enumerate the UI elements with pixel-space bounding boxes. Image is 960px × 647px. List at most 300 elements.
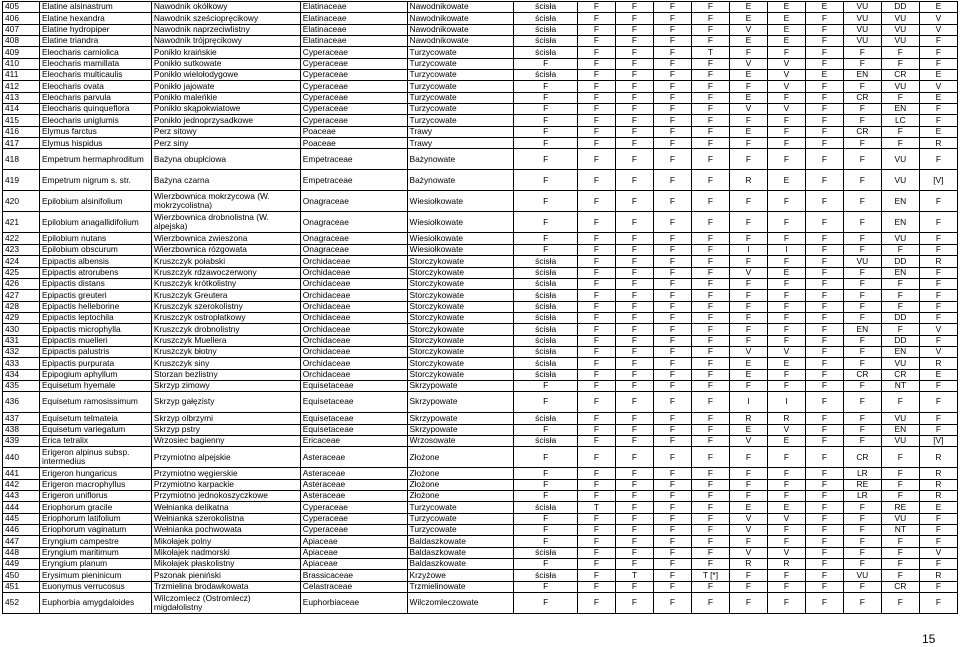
status-cell: F bbox=[805, 380, 843, 391]
row-number-cell: 427 bbox=[3, 290, 40, 301]
status-cell: F bbox=[729, 447, 767, 468]
status-cell: F bbox=[615, 212, 653, 233]
status-cell: F bbox=[615, 324, 653, 335]
table-row bbox=[3, 58, 958, 69]
table-row bbox=[3, 256, 958, 267]
status-cell: F bbox=[843, 358, 881, 369]
family-name-cell: Asteraceae bbox=[300, 479, 407, 490]
status-cell: F bbox=[615, 369, 653, 380]
status-cell: F bbox=[767, 47, 805, 58]
protection-status-cell: F bbox=[514, 536, 578, 547]
status-cell: F bbox=[653, 593, 691, 614]
protection-status-cell: F bbox=[514, 170, 578, 191]
status-cell: F bbox=[767, 233, 805, 244]
status-cell: F bbox=[577, 126, 615, 137]
latin-name-cell: Euonymus verrucosus bbox=[39, 581, 151, 592]
status-cell: F bbox=[919, 335, 957, 346]
family-name-cell: Poaceae bbox=[300, 126, 407, 137]
status-cell: V bbox=[919, 346, 957, 357]
status-cell: F bbox=[805, 479, 843, 490]
polish-name-cell: Kruszczyk ostropłatkowy bbox=[151, 312, 300, 323]
status-cell: F bbox=[577, 335, 615, 346]
status-cell: F bbox=[805, 392, 843, 413]
protection-status-cell: F bbox=[514, 233, 578, 244]
status-cell: F bbox=[691, 191, 729, 212]
status-cell: F bbox=[729, 47, 767, 58]
protection-status-cell: F bbox=[514, 191, 578, 212]
status-cell: F bbox=[843, 104, 881, 115]
status-cell: F bbox=[805, 13, 843, 24]
latin-name-cell: Epipactis microphylla bbox=[39, 324, 151, 335]
status-cell: T bbox=[691, 47, 729, 58]
polish-name-cell: Wełnianka szerokolistna bbox=[151, 513, 300, 524]
status-cell: F bbox=[843, 244, 881, 255]
polish-name-cell: Przymiotno karpackie bbox=[151, 479, 300, 490]
status-cell: F bbox=[577, 70, 615, 81]
polish-name-cell: Perz sitowy bbox=[151, 126, 300, 137]
row-number-cell: 436 bbox=[3, 392, 40, 413]
status-cell: F bbox=[615, 2, 653, 13]
status-cell: F bbox=[881, 593, 919, 614]
protection-status-cell: F bbox=[514, 581, 578, 592]
row-number-cell: 450 bbox=[3, 570, 40, 581]
status-cell: VU bbox=[881, 233, 919, 244]
status-cell: F bbox=[691, 502, 729, 513]
status-cell: F bbox=[881, 47, 919, 58]
status-cell: F bbox=[843, 191, 881, 212]
protection-status-cell: F bbox=[514, 81, 578, 92]
status-cell: F bbox=[653, 36, 691, 47]
status-cell: F bbox=[919, 36, 957, 47]
family-name-cell: Orchidaceae bbox=[300, 324, 407, 335]
status-cell: F bbox=[577, 491, 615, 502]
latin-name-cell: Erigeron uniflorus bbox=[39, 491, 151, 502]
protection-status-cell: ścisła bbox=[514, 369, 578, 380]
status-cell: E bbox=[767, 13, 805, 24]
status-cell: R bbox=[919, 358, 957, 369]
status-cell: F bbox=[615, 170, 653, 191]
status-cell: V bbox=[919, 324, 957, 335]
status-cell: F bbox=[653, 301, 691, 312]
status-cell: F bbox=[653, 513, 691, 524]
status-cell: E bbox=[805, 70, 843, 81]
protection-status-cell: F bbox=[514, 468, 578, 479]
latin-name-cell: Eryngium campestre bbox=[39, 536, 151, 547]
status-cell: F bbox=[805, 278, 843, 289]
row-number-cell: 447 bbox=[3, 536, 40, 547]
status-cell: F bbox=[729, 479, 767, 490]
status-cell: F bbox=[729, 570, 767, 581]
status-cell: F bbox=[691, 301, 729, 312]
status-cell: F bbox=[919, 149, 957, 170]
latin-name-cell: Equisetum ramosissimum bbox=[39, 392, 151, 413]
family-polish-name-cell: Skrzypowate bbox=[407, 392, 514, 413]
row-number-cell: 444 bbox=[3, 502, 40, 513]
status-cell: F bbox=[919, 233, 957, 244]
family-name-cell: Orchidaceae bbox=[300, 335, 407, 346]
table-row bbox=[3, 324, 958, 335]
table-row bbox=[3, 392, 958, 413]
status-cell: F bbox=[691, 256, 729, 267]
status-cell: VU bbox=[881, 170, 919, 191]
protection-status-cell: ścisła bbox=[514, 13, 578, 24]
family-name-cell: Asteraceae bbox=[300, 447, 407, 468]
table-row bbox=[3, 369, 958, 380]
status-cell: F bbox=[843, 380, 881, 391]
status-cell: F bbox=[919, 301, 957, 312]
family-name-cell: Apiaceae bbox=[300, 547, 407, 558]
status-cell: F bbox=[881, 92, 919, 103]
status-cell: F bbox=[577, 536, 615, 547]
family-name-cell: Orchidaceae bbox=[300, 369, 407, 380]
protection-status-cell: ścisła bbox=[514, 278, 578, 289]
polish-name-cell: Nawodnik sześciopręcikowy bbox=[151, 13, 300, 24]
status-cell: F bbox=[653, 358, 691, 369]
status-cell: F bbox=[691, 24, 729, 35]
table-row bbox=[3, 81, 958, 92]
family-polish-name-cell: Trzmielinowate bbox=[407, 581, 514, 592]
status-cell: EN bbox=[881, 424, 919, 435]
status-cell: CR bbox=[881, 369, 919, 380]
table-row bbox=[3, 424, 958, 435]
status-cell: F bbox=[577, 380, 615, 391]
family-name-cell: Empetraceae bbox=[300, 170, 407, 191]
status-cell: CR bbox=[843, 126, 881, 137]
family-name-cell: Celastraceae bbox=[300, 581, 407, 592]
status-cell: F bbox=[653, 70, 691, 81]
status-cell: F bbox=[653, 447, 691, 468]
polish-name-cell: Przymiotno jednokoszyczkowe bbox=[151, 491, 300, 502]
latin-name-cell: Equisetum telmateia bbox=[39, 413, 151, 424]
latin-name-cell: Eleocharis ovata bbox=[39, 81, 151, 92]
status-cell: V bbox=[729, 547, 767, 558]
polish-name-cell: Bażyna czarna bbox=[151, 170, 300, 191]
status-cell: F bbox=[843, 312, 881, 323]
status-cell: R bbox=[919, 479, 957, 490]
status-cell: F bbox=[805, 312, 843, 323]
table-row bbox=[3, 581, 958, 592]
status-cell: F bbox=[805, 191, 843, 212]
family-name-cell: Elatinaceae bbox=[300, 36, 407, 47]
status-cell: V bbox=[729, 104, 767, 115]
latin-name-cell: Erigeron macrophyllus bbox=[39, 479, 151, 490]
row-number-cell: 410 bbox=[3, 58, 40, 69]
status-cell: F bbox=[577, 301, 615, 312]
status-cell: F bbox=[615, 278, 653, 289]
status-cell: F bbox=[767, 593, 805, 614]
status-cell: F bbox=[843, 513, 881, 524]
status-cell: T bbox=[577, 502, 615, 513]
status-cell: F bbox=[919, 104, 957, 115]
status-cell: R bbox=[919, 256, 957, 267]
status-cell: F bbox=[919, 212, 957, 233]
latin-name-cell: Epipactis albensis bbox=[39, 256, 151, 267]
family-name-cell: Elatinaceae bbox=[300, 24, 407, 35]
status-cell: F bbox=[615, 424, 653, 435]
status-cell: F bbox=[691, 525, 729, 536]
protection-status-cell: ścisła bbox=[514, 256, 578, 267]
family-polish-name-cell: Nawodnikowate bbox=[407, 36, 514, 47]
family-polish-name-cell: Turzycowate bbox=[407, 81, 514, 92]
status-cell: F bbox=[805, 513, 843, 524]
status-cell: F bbox=[843, 581, 881, 592]
status-cell: F bbox=[653, 149, 691, 170]
table-row bbox=[3, 413, 958, 424]
family-name-cell: Cyperaceae bbox=[300, 104, 407, 115]
family-name-cell: Cyperaceae bbox=[300, 58, 407, 69]
polish-name-cell: Skrzyp gałęzisty bbox=[151, 392, 300, 413]
status-cell: F bbox=[843, 525, 881, 536]
family-name-cell: Cyperaceae bbox=[300, 70, 407, 81]
status-cell: F bbox=[691, 479, 729, 490]
table-row bbox=[3, 358, 958, 369]
protection-status-cell: F bbox=[514, 559, 578, 570]
status-cell: E bbox=[805, 2, 843, 13]
status-cell: F bbox=[615, 547, 653, 558]
latin-name-cell: Elymus hispidus bbox=[39, 138, 151, 149]
polish-name-cell: Kruszczyk rdzawoczerwony bbox=[151, 267, 300, 278]
status-cell: F bbox=[577, 138, 615, 149]
status-cell: E bbox=[919, 502, 957, 513]
status-cell: F bbox=[615, 92, 653, 103]
family-polish-name-cell: Wilczomleczowate bbox=[407, 593, 514, 614]
status-cell: F bbox=[805, 36, 843, 47]
status-cell: F bbox=[805, 369, 843, 380]
status-cell: F bbox=[653, 424, 691, 435]
status-cell: F bbox=[919, 424, 957, 435]
family-polish-name-cell: Storczykowate bbox=[407, 335, 514, 346]
latin-name-cell: Elatine hexandra bbox=[39, 13, 151, 24]
status-cell: R bbox=[729, 413, 767, 424]
status-cell: V bbox=[767, 513, 805, 524]
row-number-cell: 449 bbox=[3, 559, 40, 570]
family-polish-name-cell: Trawy bbox=[407, 138, 514, 149]
polish-name-cell: Ponikło skąpokwiatowe bbox=[151, 104, 300, 115]
status-cell: F bbox=[919, 278, 957, 289]
status-cell: F bbox=[691, 346, 729, 357]
status-cell: EN bbox=[881, 212, 919, 233]
status-cell: F bbox=[843, 267, 881, 278]
status-cell: F bbox=[729, 81, 767, 92]
latin-name-cell: Epipactis greuteri bbox=[39, 290, 151, 301]
protection-status-cell: ścisła bbox=[514, 312, 578, 323]
status-cell: [V] bbox=[919, 170, 957, 191]
status-cell: V bbox=[919, 24, 957, 35]
latin-name-cell: Epilobium anagallidifolium bbox=[39, 212, 151, 233]
status-cell: F bbox=[881, 570, 919, 581]
family-polish-name-cell: Wiesiołkowate bbox=[407, 212, 514, 233]
status-cell: F bbox=[653, 233, 691, 244]
status-cell: V bbox=[919, 81, 957, 92]
family-name-cell: Cyperaceae bbox=[300, 92, 407, 103]
table-row bbox=[3, 346, 958, 357]
family-polish-name-cell: Storczykowate bbox=[407, 301, 514, 312]
status-cell: F bbox=[767, 115, 805, 126]
species-table bbox=[2, 1, 958, 614]
row-number-cell: 405 bbox=[3, 2, 40, 13]
status-cell: E bbox=[919, 126, 957, 137]
status-cell: EN bbox=[881, 346, 919, 357]
row-number-cell: 419 bbox=[3, 170, 40, 191]
status-cell: F bbox=[729, 312, 767, 323]
family-name-cell: Cyperaceae bbox=[300, 81, 407, 92]
status-cell: F bbox=[577, 358, 615, 369]
polish-name-cell: Wierzbownica mokrzycowa (W. mokrzycolistna) bbox=[151, 191, 300, 212]
status-cell: F bbox=[577, 267, 615, 278]
status-cell: F bbox=[615, 267, 653, 278]
status-cell: V bbox=[767, 58, 805, 69]
latin-name-cell: Erigeron alpinus subsp. intermedius bbox=[39, 447, 151, 468]
status-cell: F bbox=[843, 290, 881, 301]
family-polish-name-cell: Storczykowate bbox=[407, 267, 514, 278]
status-cell: LR bbox=[843, 491, 881, 502]
latin-name-cell: Eriophorum gracile bbox=[39, 502, 151, 513]
status-cell: F bbox=[691, 138, 729, 149]
status-cell: F bbox=[615, 513, 653, 524]
status-cell: T [*] bbox=[691, 570, 729, 581]
status-cell: F bbox=[577, 435, 615, 446]
family-name-cell: Elatinaceae bbox=[300, 2, 407, 13]
status-cell: F bbox=[653, 335, 691, 346]
status-cell: RE bbox=[843, 479, 881, 490]
status-cell: VU bbox=[843, 256, 881, 267]
polish-name-cell: Ponikło maleńkie bbox=[151, 92, 300, 103]
status-cell: F bbox=[767, 278, 805, 289]
latin-name-cell: Epipactis atrorubens bbox=[39, 267, 151, 278]
status-cell: F bbox=[881, 244, 919, 255]
status-cell: F bbox=[615, 191, 653, 212]
status-cell: E bbox=[729, 358, 767, 369]
status-cell: LC bbox=[881, 115, 919, 126]
status-cell: F bbox=[653, 13, 691, 24]
status-cell: F bbox=[805, 468, 843, 479]
status-cell: F bbox=[653, 104, 691, 115]
status-cell: EN bbox=[881, 267, 919, 278]
status-cell: F bbox=[729, 380, 767, 391]
status-cell: F bbox=[729, 324, 767, 335]
status-cell: E bbox=[919, 369, 957, 380]
polish-name-cell: Kruszczyk siny bbox=[151, 358, 300, 369]
family-polish-name-cell: Storczykowate bbox=[407, 312, 514, 323]
family-polish-name-cell: Złożone bbox=[407, 491, 514, 502]
status-cell: F bbox=[577, 479, 615, 490]
family-polish-name-cell: Bażynowate bbox=[407, 149, 514, 170]
latin-name-cell: Eriophorum latifolium bbox=[39, 513, 151, 524]
status-cell: F bbox=[881, 324, 919, 335]
status-cell: F bbox=[577, 47, 615, 58]
latin-name-cell: Eleocharis multicaulis bbox=[39, 70, 151, 81]
status-cell: F bbox=[577, 115, 615, 126]
family-polish-name-cell: Nawodnikowate bbox=[407, 2, 514, 13]
status-cell: F bbox=[577, 581, 615, 592]
row-number-cell: 439 bbox=[3, 435, 40, 446]
polish-name-cell: Skrzyp pstry bbox=[151, 424, 300, 435]
family-polish-name-cell: Trawy bbox=[407, 126, 514, 137]
table-row bbox=[3, 290, 958, 301]
status-cell: F bbox=[577, 212, 615, 233]
status-cell: CR bbox=[881, 70, 919, 81]
status-cell: F bbox=[919, 47, 957, 58]
latin-name-cell: Epilobium alsinifolium bbox=[39, 191, 151, 212]
status-cell: F bbox=[729, 290, 767, 301]
status-cell: R bbox=[767, 559, 805, 570]
status-cell: F bbox=[843, 335, 881, 346]
status-cell: F bbox=[767, 191, 805, 212]
status-cell: F bbox=[805, 138, 843, 149]
status-cell: F bbox=[843, 559, 881, 570]
status-cell: F bbox=[691, 290, 729, 301]
status-cell: F bbox=[805, 212, 843, 233]
latin-name-cell: Erigeron hungaricus bbox=[39, 468, 151, 479]
status-cell: F bbox=[767, 536, 805, 547]
status-cell: F bbox=[653, 581, 691, 592]
row-number-cell: 420 bbox=[3, 191, 40, 212]
status-cell: CR bbox=[881, 581, 919, 592]
status-cell: F bbox=[919, 290, 957, 301]
status-cell: F bbox=[919, 413, 957, 424]
status-cell: F bbox=[805, 149, 843, 170]
status-cell: R bbox=[919, 468, 957, 479]
protection-status-cell: ścisła bbox=[514, 47, 578, 58]
status-cell: F bbox=[919, 244, 957, 255]
status-cell: F bbox=[919, 525, 957, 536]
status-cell: F bbox=[881, 479, 919, 490]
status-cell: F bbox=[615, 335, 653, 346]
status-cell: F bbox=[843, 170, 881, 191]
status-cell: VU bbox=[881, 36, 919, 47]
status-cell: E bbox=[767, 502, 805, 513]
status-cell: F bbox=[653, 547, 691, 558]
status-cell: F bbox=[577, 36, 615, 47]
polish-name-cell: Bażyna obupłciowa bbox=[151, 149, 300, 170]
status-cell: R bbox=[919, 491, 957, 502]
status-cell: F bbox=[691, 115, 729, 126]
status-cell: V bbox=[767, 547, 805, 558]
row-number-cell: 448 bbox=[3, 547, 40, 558]
polish-name-cell: Ponikło wielołodygowe bbox=[151, 70, 300, 81]
latin-name-cell: Eleocharis uniglumis bbox=[39, 115, 151, 126]
family-name-cell: Cyperaceae bbox=[300, 115, 407, 126]
row-number-cell: 440 bbox=[3, 447, 40, 468]
status-cell: F bbox=[805, 547, 843, 558]
protection-status-cell: ścisła bbox=[514, 358, 578, 369]
status-cell: F bbox=[729, 256, 767, 267]
status-cell: F bbox=[919, 58, 957, 69]
family-name-cell: Apiaceae bbox=[300, 536, 407, 547]
status-cell: I bbox=[729, 392, 767, 413]
family-polish-name-cell: Turzycowate bbox=[407, 70, 514, 81]
polish-name-cell: Nawodnik okółkowy bbox=[151, 2, 300, 13]
status-cell: E bbox=[729, 502, 767, 513]
status-cell: F bbox=[653, 502, 691, 513]
status-cell: F bbox=[577, 392, 615, 413]
latin-name-cell: Eleocharis mamillata bbox=[39, 58, 151, 69]
latin-name-cell: Eleocharis parvula bbox=[39, 92, 151, 103]
table-row bbox=[3, 502, 958, 513]
status-cell: R bbox=[729, 170, 767, 191]
protection-status-cell: ścisła bbox=[514, 24, 578, 35]
table-row bbox=[3, 479, 958, 490]
status-cell: F bbox=[729, 536, 767, 547]
latin-name-cell: Epilobium nutans bbox=[39, 233, 151, 244]
status-cell: F bbox=[767, 301, 805, 312]
family-polish-name-cell: Storczykowate bbox=[407, 369, 514, 380]
family-polish-name-cell: Storczykowate bbox=[407, 256, 514, 267]
family-name-cell: Onagraceae bbox=[300, 233, 407, 244]
row-number-cell: 408 bbox=[3, 36, 40, 47]
status-cell: RE bbox=[881, 502, 919, 513]
protection-status-cell: ścisła bbox=[514, 435, 578, 446]
